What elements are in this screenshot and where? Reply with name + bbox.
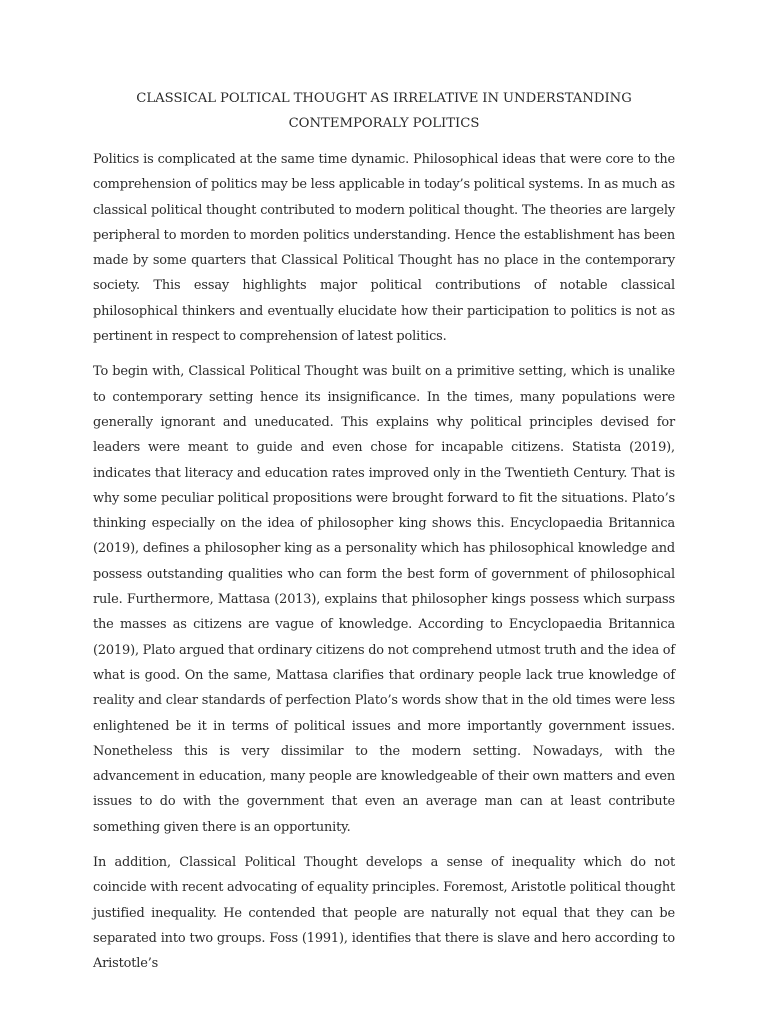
title-line-2: CONTEMPORALY POLITICS <box>288 116 480 131</box>
paragraph-1: Politics is complicated at the same time dynamic. Philosophical ideas that were core to the comprehension of politics may be less applicable in today’s political systems. In as much as classical political thought contributed to modern political thought. The theories are largely peripheral to morden to morden politics understanding. Hence the establishment has been made by some quarters that Classical Political Thought has no place in the contemporary society. This essay highlights major political contributions of notable classical philosophical thinkers and eventually elucidate how their participation to politics is not as pertinent in respect to comprehension of latest politics. <box>93 152 675 345</box>
document-title <box>93 86 675 136</box>
paragraph-2: To begin with, Classical Political Thought was built on a primitive setting, which is unalike to contemporary setting hence its insignificance. In the times, many populations were generally ignorant and uneducated. This explains why political principles devised for leaders were meant to guide and even chose for incapable citizens. Statista (2019), indicates that literacy and education rates improved only in the Twentieth Century. That is why some peculiar political propositions were brought forward to fit the situations. Plato’s thinking especially on the idea of philosopher king shows this. Encyclopaedia Britannica (2019), defines a philosopher king as a personality which has philosophical knowledge and possess outstanding qualities who can form the best form of government of philosophical rule. Furthermore, Mattasa (2013), explains that philosopher kings possess which surpass the masses as citizens are vague of knowledge. According to Encyclopaedia Britannica (2019), Plato argued that ordinary citizens do not comprehend utmost truth and the idea of what is good. On the same, Mattasa clarifies that ordinary people lack true knowledge of reality and clear standards of perfection Plato’s words show that in the old times were less enlightened be it in terms of political issues and more importantly government issues. Nonetheless this is very dissimilar to the modern setting. Nowadays, with the advancement in education, many people are knowledgeable of their own matters and even issues to do with the government that even an average man can at least contribute something given there is an opportunity. <box>93 364 675 835</box>
paragraph-3: In addition, Classical Political Thought develops a sense of inequality which do not coincide with recent advocating of equality principles. Foremost, Aristotle political thought justified inequality. He contended that people are naturally not equal that they can be separated into two groups. Foss (1991), identifies that there is slave and hero according to Aristotle’s <box>93 855 675 972</box>
document-body <box>93 86 675 987</box>
title-line-1: CLASSICAL POLTICAL THOUGHT AS IRRELATIVE IN UNDERSTANDING <box>136 91 632 106</box>
